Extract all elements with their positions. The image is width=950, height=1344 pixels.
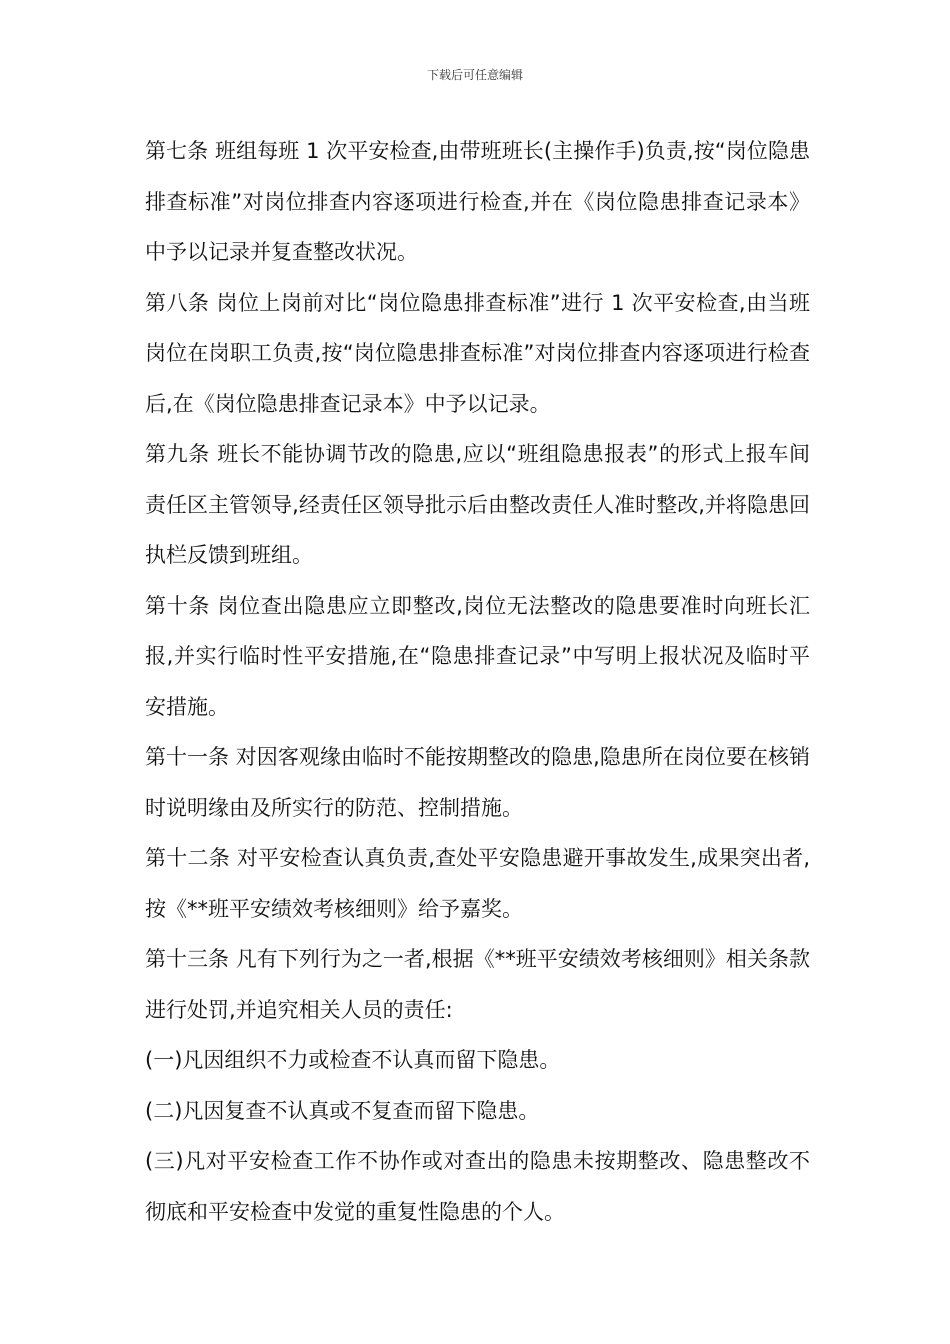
clause-item-2: (二)凡因复查不认真或不复查而留下隐患。	[145, 1098, 540, 1123]
article-7: 第七条 班组每班 1 次平安检查,由带班班长(主操作手)负责,按“岗位隐患排查标准”对岗位排查内容逐项进行检查,并在《岗位隐患排查记录本》中予以记录并复查整改状况。	[145, 139, 810, 264]
article-10: 第十条 岗位查出隐患应立即整改,岗位无法整改的隐患要准时向班长汇报,并实行临时性平安措施,在“隐患排查记录”中写明上报状况及临时平安措施。	[145, 593, 810, 719]
clause-item-1: (一)凡因组织不力或检查不认真而留下隐患。	[145, 1048, 561, 1072]
article-11: 第十一条 对因客观缘由临时不能按期整改的隐患,隐患所在岗位要在核销时说明缘由及所实行的防范、控制措施。	[145, 745, 810, 820]
article-12: 第十二条 对平安检查认真负责,查处平安隐患避开事故发生,成果突出者,按《**班平安绩效考核细则》给予嘉奖。	[145, 846, 810, 921]
article-13: 第十三条 凡有下列行为之一者,根据《**班平安绩效考核细则》相关条款进行处罚,并追究相关人员的责任:	[145, 947, 810, 1022]
article-8: 第八条 岗位上岗前对比“岗位隐患排查标准”进行 1 次平安检查,由当班岗位在岗职工负责,按“岗位隐患排查标准”对岗位排查内容逐项进行检查后,在《岗位隐患排查记录本》中予以记录。	[145, 290, 810, 416]
page-header: 下载后可任意编辑	[426, 68, 523, 82]
document-body	[145, 126, 810, 1237]
article-9: 第九条 班长不能协调节改的隐患,应以“班组隐患报表”的形式上报车间责任区主管领导,经责任区领导批示后由整改责任人准时整改,并将隐患回执栏反馈到班组。	[145, 442, 810, 567]
clause-item-3: (三)凡对平安检查工作不协作或对查出的隐患未按期整改、隐患整改不彻底和平安检查中发觉的重复性隐患的个人。	[145, 1149, 810, 1224]
